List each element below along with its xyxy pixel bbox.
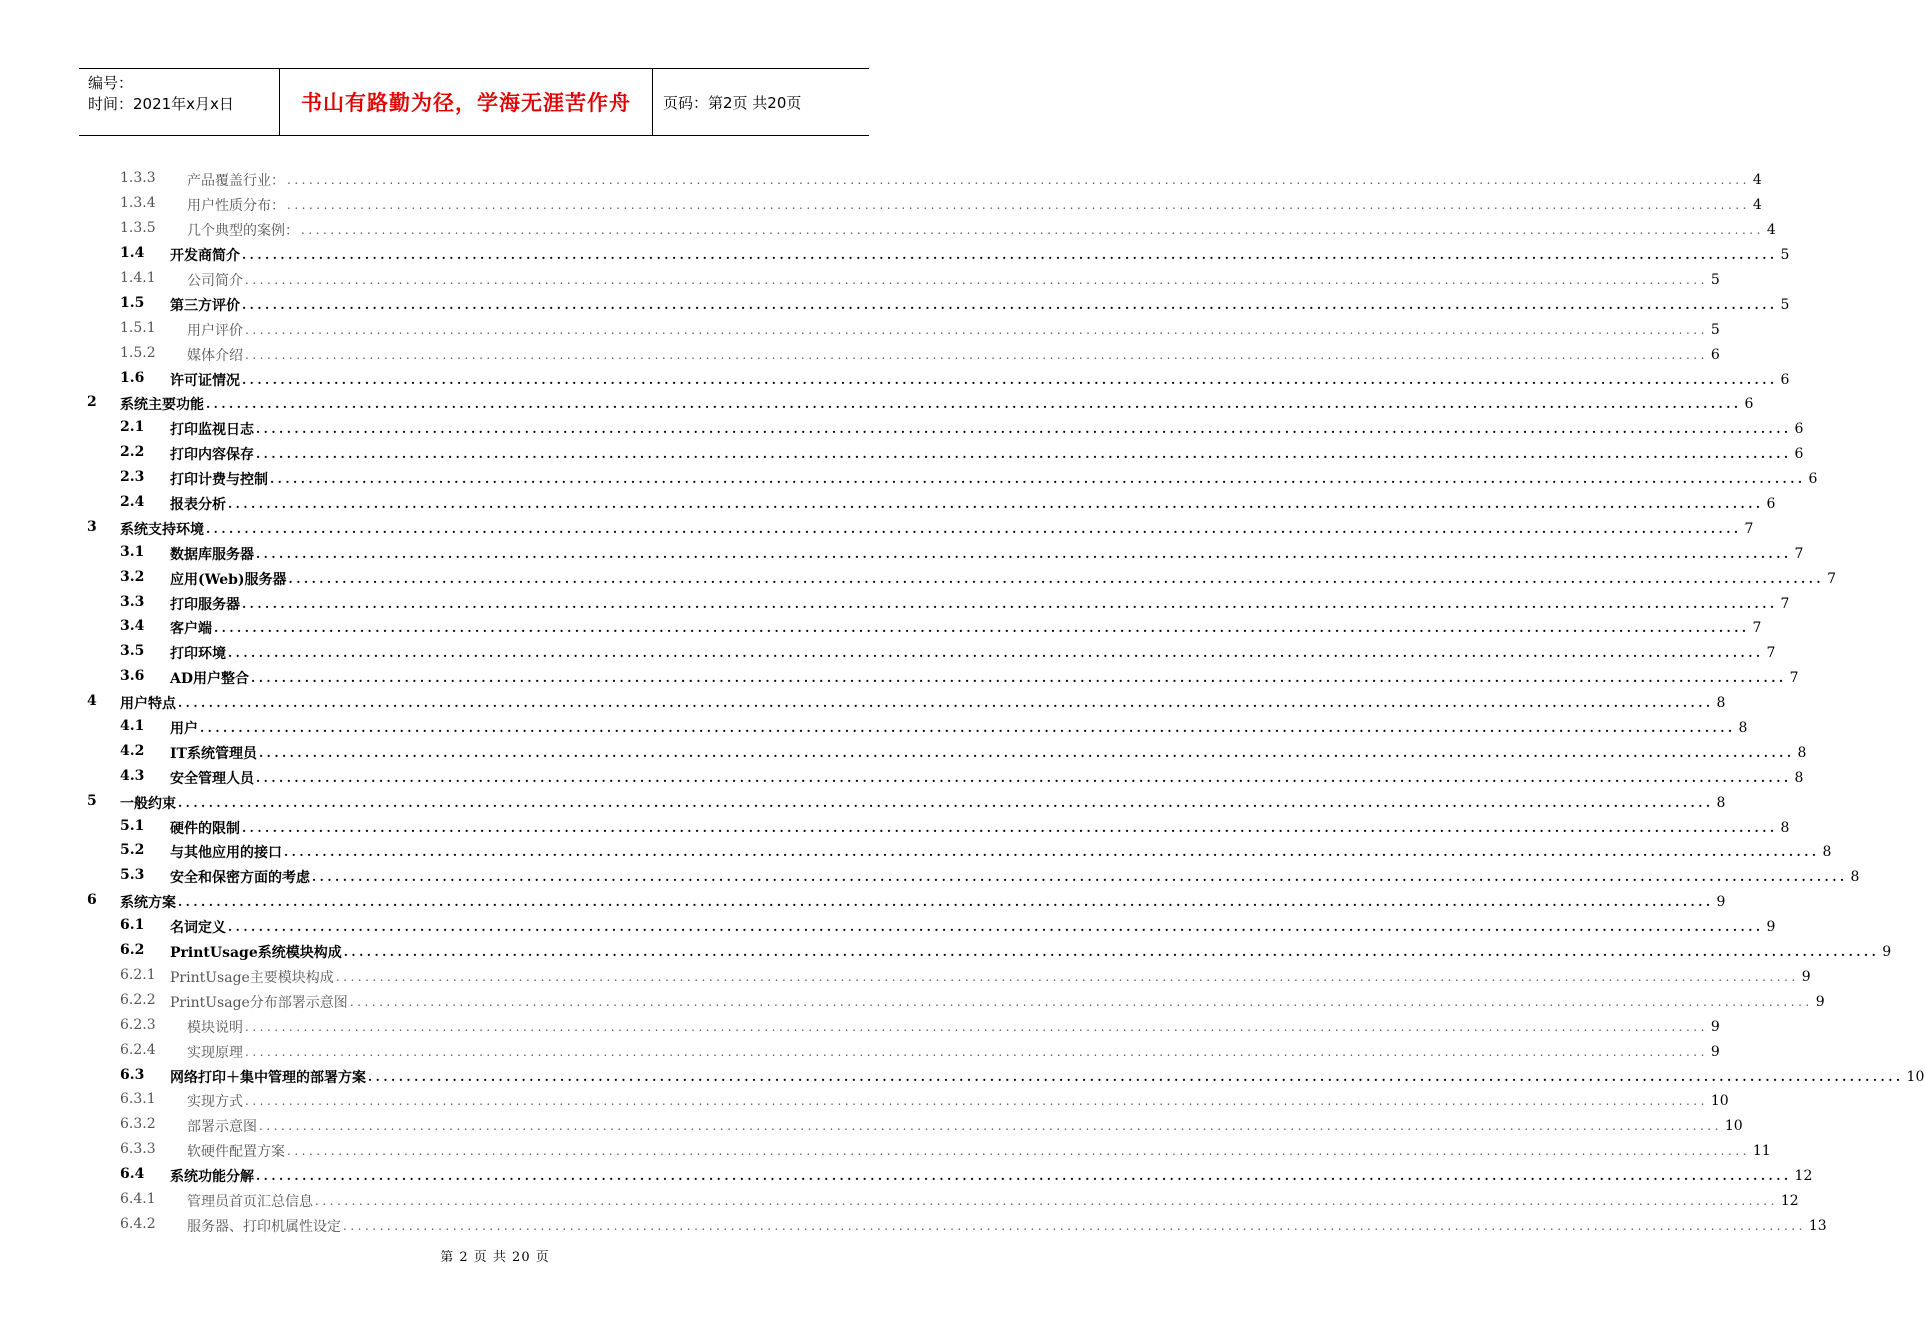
toc-entry-title: IT系统管理员 bbox=[170, 745, 257, 762]
toc-entry-page: 10 bbox=[1906, 1068, 1924, 1085]
toc-entry[interactable] bbox=[0, 1189, 1799, 1214]
toc-entry-page: 5 bbox=[1780, 296, 1790, 313]
toc-entry-label bbox=[120, 618, 212, 638]
toc-entry-page: 4 bbox=[1752, 197, 1762, 214]
toc-entry[interactable] bbox=[0, 716, 1748, 741]
toc-entry-title: PrintUsage主要模块构成 bbox=[170, 969, 334, 986]
toc-entry-label bbox=[120, 170, 285, 190]
toc-entry-number: 5 bbox=[87, 792, 97, 809]
toc-entry-title: 数据库服务器 bbox=[170, 546, 254, 563]
toc-entry-label bbox=[120, 1042, 243, 1062]
toc-entry-number: 1.3.3 bbox=[120, 170, 156, 187]
toc-entry-number: 6.2 bbox=[120, 942, 145, 959]
toc-entry[interactable] bbox=[0, 367, 1790, 392]
toc-entry-number: 1.3.4 bbox=[120, 195, 156, 212]
toc-leader-dots: ........................................................................................................................................................................................................ bbox=[256, 546, 1792, 561]
toc-entry-label bbox=[87, 793, 176, 813]
toc-entry-title: 部署示意图 bbox=[187, 1119, 257, 1136]
toc-entry-page: 9 bbox=[1710, 1043, 1720, 1060]
toc-entry-label bbox=[120, 444, 254, 464]
toc-entry-number: 6.2.4 bbox=[120, 1041, 156, 1058]
toc-leader-dots: ........................................................................................................................................................................................................ bbox=[242, 596, 1778, 611]
toc-entry-label bbox=[120, 419, 254, 439]
toc-entry[interactable] bbox=[0, 193, 1762, 218]
toc-leader-dots: ........................................................................................................................................................................................................ bbox=[200, 721, 1736, 736]
toc-leader-dots: ........................................................................................................................................................................................................ bbox=[312, 870, 1848, 885]
toc-leader-dots: ........................................................................................................................................................................................................ bbox=[228, 920, 1764, 935]
toc-entry-page: 8 bbox=[1716, 794, 1726, 811]
toc-entry-page: 4 bbox=[1752, 172, 1762, 189]
toc-entry-label bbox=[120, 370, 240, 390]
toc-entry-label bbox=[120, 818, 240, 838]
toc-entry-title: 服务器、打印机属性设定 bbox=[187, 1218, 341, 1235]
toc-entry-title: 打印服务器 bbox=[170, 596, 240, 613]
toc-entry-page: 10 bbox=[1724, 1118, 1743, 1135]
toc-entry[interactable] bbox=[0, 1014, 1720, 1039]
toc-entry-page: 6 bbox=[1766, 496, 1776, 513]
toc-entry-number: 6.3.2 bbox=[120, 1116, 156, 1133]
header-motto: 书山有路勤为径，学海无涯苦作舟 bbox=[280, 69, 653, 135]
toc-entry-title: 用户性质分布： bbox=[187, 198, 285, 215]
toc-entry-label bbox=[120, 320, 243, 340]
toc-entry-number: 6.1 bbox=[120, 917, 145, 934]
toc-entry-number: 3.2 bbox=[120, 568, 145, 585]
toc-entry[interactable] bbox=[0, 591, 1790, 616]
toc-entry-title: 硬件的限制 bbox=[170, 820, 240, 837]
toc-entry-number: 4.2 bbox=[120, 742, 145, 759]
toc-leader-dots: ........................................................................................................................................................................................................ bbox=[245, 322, 1708, 337]
toc-entry-number: 1.6 bbox=[120, 369, 145, 386]
toc-entry-page: 12 bbox=[1794, 1168, 1813, 1185]
toc-entry-title: 安全和保密方面的考虑 bbox=[170, 870, 310, 887]
toc-leader-dots: ........................................................................................................................................................................................................ bbox=[259, 1119, 1722, 1134]
toc-leader-dots: ........................................................................................................................................................................................................ bbox=[206, 397, 1742, 412]
toc-entry[interactable] bbox=[0, 865, 1860, 890]
toc-entry-page: 8 bbox=[1738, 720, 1748, 737]
toc-entry-title: 用户特点 bbox=[120, 696, 176, 713]
toc-entry-title: 几个典型的案例： bbox=[187, 223, 299, 240]
toc-entry[interactable] bbox=[0, 890, 1726, 915]
header-page-label: 页码：第2页 共20页 bbox=[663, 93, 802, 112]
toc-entry-page: 5 bbox=[1710, 272, 1720, 288]
toc-entry-page: 5 bbox=[1710, 321, 1720, 338]
toc-entry-label bbox=[120, 270, 243, 290]
toc-entry-number: 6.2.2 bbox=[120, 991, 156, 1008]
toc-entry-number: 3.6 bbox=[120, 668, 145, 685]
toc-entry-number: 6.4 bbox=[120, 1166, 145, 1183]
toc-entry[interactable] bbox=[0, 940, 1892, 965]
toc-entry-label bbox=[120, 1091, 243, 1111]
toc-entry-title: 第三方评价 bbox=[170, 297, 240, 314]
toc-entry-page: 13 bbox=[1808, 1217, 1827, 1234]
toc-entry-page: 7 bbox=[1789, 670, 1799, 687]
toc-entry-title: 客户端 bbox=[170, 621, 212, 638]
toc-entry[interactable] bbox=[0, 666, 1799, 691]
toc-entry[interactable] bbox=[0, 442, 1804, 467]
toc-entry-title: 安全管理人员 bbox=[170, 770, 254, 787]
toc-entry[interactable] bbox=[0, 641, 1776, 666]
toc-leader-dots: ........................................................................................................................................................................................................ bbox=[214, 621, 1750, 636]
toc-entry-label bbox=[120, 594, 240, 614]
toc-entry[interactable] bbox=[0, 740, 1807, 765]
toc-leader-dots: ........................................................................................................................................................................................................ bbox=[245, 1094, 1708, 1109]
toc-leader-dots: ........................................................................................................................................................................................................ bbox=[178, 696, 1714, 711]
toc-entry-title: 软硬件配置方案 bbox=[187, 1144, 285, 1161]
toc-entry-page: 5 bbox=[1780, 247, 1790, 264]
toc-entry-number: 5.1 bbox=[120, 817, 145, 834]
toc-entry[interactable] bbox=[0, 989, 1825, 1014]
toc-entry[interactable] bbox=[0, 541, 1804, 566]
table-of-contents bbox=[0, 168, 1924, 1238]
toc-entry-number: 5.3 bbox=[120, 867, 145, 884]
toc-entry-page: 6 bbox=[1710, 346, 1720, 363]
toc-entry[interactable] bbox=[0, 1114, 1743, 1139]
toc-entry-number: 3.1 bbox=[120, 543, 145, 560]
toc-leader-dots: ........................................................................................................................................................................................................ bbox=[242, 297, 1778, 312]
toc-entry-page: 6 bbox=[1808, 471, 1818, 488]
toc-entry-title: 名词定义 bbox=[170, 920, 226, 937]
toc-leader-dots: ........................................................................................................................................................................................................ bbox=[242, 248, 1778, 263]
toc-entry-label bbox=[120, 967, 334, 987]
toc-entry-title: 媒体介绍 bbox=[187, 347, 243, 364]
toc-leader-dots: ........................................................................................................................................................................................................ bbox=[256, 770, 1792, 785]
toc-entry-label bbox=[87, 394, 204, 414]
toc-entry-page: 9 bbox=[1815, 993, 1825, 1010]
toc-entry-label bbox=[120, 668, 249, 688]
toc-entry[interactable] bbox=[0, 516, 1754, 541]
toc-entry-page: 9 bbox=[1716, 894, 1726, 911]
toc-leader-dots: ........................................................................................................................................................................................................ bbox=[256, 422, 1792, 437]
toc-entry-label bbox=[120, 569, 287, 589]
toc-entry-title: 实现方式 bbox=[187, 1094, 243, 1111]
toc-leader-dots: ........................................................................................................................................................................................................ bbox=[256, 447, 1792, 462]
toc-leader-dots: ........................................................................................................................................................................................................ bbox=[301, 223, 1764, 238]
toc-leader-dots: ........................................................................................................................................................................................................ bbox=[270, 472, 1806, 487]
toc-entry-label bbox=[120, 1166, 254, 1186]
toc-entry[interactable] bbox=[0, 168, 1762, 193]
toc-leader-dots: ........................................................................................................................................................................................................ bbox=[288, 571, 1825, 586]
toc-entry[interactable] bbox=[0, 392, 1754, 417]
toc-entry[interactable] bbox=[0, 965, 1811, 990]
toc-entry-label bbox=[120, 295, 240, 315]
toc-entry-number: 4.3 bbox=[120, 767, 145, 784]
toc-leader-dots: ........................................................................................................................................................................................................ bbox=[245, 273, 1708, 287]
toc-entry-number: 2.4 bbox=[120, 494, 145, 511]
toc-entry[interactable] bbox=[0, 616, 1762, 641]
toc-entry-number: 1.5 bbox=[120, 294, 145, 311]
toc-entry-title: 开发商简介 bbox=[170, 248, 240, 265]
toc-entry-page: 7 bbox=[1766, 645, 1776, 662]
toc-entry-title: 用户评价 bbox=[187, 322, 243, 339]
toc-entry-title: PrintUsage系统模块构成 bbox=[170, 945, 342, 962]
toc-leader-dots: ........................................................................................................................................................................................................ bbox=[228, 497, 1764, 512]
toc-entry-number: 6.4.2 bbox=[120, 1215, 156, 1232]
toc-entry[interactable] bbox=[0, 268, 1720, 293]
toc-entry-number: 3.3 bbox=[120, 593, 145, 610]
toc-entry-title: 应用(Web)服务器 bbox=[170, 571, 287, 588]
toc-entry-number: 6.3 bbox=[120, 1066, 145, 1083]
toc-entry-label bbox=[120, 768, 254, 788]
toc-leader-dots: ........................................................................................................................................................................................................ bbox=[343, 945, 1880, 960]
toc-entry-label bbox=[120, 195, 285, 215]
toc-entry-title: 许可证情况 bbox=[170, 372, 240, 389]
toc-entry[interactable] bbox=[0, 566, 1836, 591]
toc-entry[interactable] bbox=[0, 317, 1720, 342]
toc-leader-dots: ........................................................................................................................................................................................................ bbox=[245, 1019, 1708, 1034]
toc-entry[interactable] bbox=[0, 1139, 1771, 1164]
toc-leader-dots: ........................................................................................................................................................................................................ bbox=[335, 969, 1799, 984]
toc-entry-page: 11 bbox=[1752, 1143, 1771, 1160]
toc-entry-title: 系统方案 bbox=[120, 895, 176, 912]
toc-entry-title: 网络打印＋集中管理的部署方案 bbox=[170, 1069, 366, 1086]
toc-entry[interactable] bbox=[0, 1164, 1813, 1189]
toc-entry-page: 8 bbox=[1780, 819, 1790, 836]
toc-entry-label bbox=[120, 1216, 341, 1236]
toc-entry-title: 打印监视日志 bbox=[170, 422, 254, 439]
toc-entry-title: PrintUsage分布部署示意图 bbox=[170, 994, 348, 1011]
toc-entry-page: 9 bbox=[1801, 968, 1811, 985]
toc-entry-label bbox=[120, 718, 198, 738]
toc-entry-page: 8 bbox=[1794, 769, 1804, 786]
toc-entry-number: 6.2.1 bbox=[120, 966, 156, 983]
toc-leader-dots: ........................................................................................................................................................................................................ bbox=[284, 845, 1820, 860]
toc-leader-dots: ........................................................................................................................................................................................................ bbox=[178, 795, 1714, 810]
toc-entry-number: 4.1 bbox=[120, 718, 145, 735]
toc-entry-title: 与其他应用的接口 bbox=[170, 845, 282, 862]
toc-leader-dots: ........................................................................................................................................................................................................ bbox=[242, 820, 1778, 835]
toc-entry-page: 10 bbox=[1710, 1093, 1729, 1110]
toc-entry-number: 3.4 bbox=[120, 618, 145, 635]
toc-entry[interactable] bbox=[0, 691, 1726, 716]
toc-entry-number: 6.3.1 bbox=[120, 1091, 156, 1108]
toc-entry-title: 模块说明 bbox=[187, 1019, 243, 1036]
toc-entry-number: 3.5 bbox=[120, 643, 145, 660]
toc-entry-title: 打印计费与控制 bbox=[170, 472, 268, 489]
toc-entry-number: 2.3 bbox=[120, 469, 145, 486]
toc-entry-title: 报表分析 bbox=[170, 497, 226, 514]
toc-entry-label bbox=[120, 1141, 285, 1161]
toc-leader-dots: ........................................................................................................................................................................................................ bbox=[256, 1169, 1792, 1184]
toc-leader-dots: ........................................................................................................................................................................................................ bbox=[251, 671, 1787, 686]
page-header bbox=[79, 68, 869, 136]
toc-entry-number: 2 bbox=[87, 394, 97, 411]
toc-entry-page: 4 bbox=[1766, 222, 1776, 239]
toc-entry-label bbox=[120, 992, 348, 1012]
toc-leader-dots: ........................................................................................................................................................................................................ bbox=[287, 198, 1750, 213]
toc-leader-dots: ........................................................................................................................................................................................................ bbox=[206, 521, 1742, 536]
footer-page-number: 第 2 页 共 20 页 bbox=[440, 1250, 550, 1265]
toc-entry-label bbox=[120, 942, 342, 962]
toc-leader-dots: ........................................................................................................................................................................................................ bbox=[245, 1044, 1708, 1059]
toc-entry-label bbox=[120, 1067, 366, 1087]
toc-entry-label bbox=[120, 494, 226, 514]
toc-entry-title: 系统支持环境 bbox=[120, 521, 204, 538]
toc-entry-number: 2.2 bbox=[120, 444, 145, 461]
toc-entry-label bbox=[120, 917, 226, 937]
toc-entry-label bbox=[120, 842, 282, 862]
toc-leader-dots: ........................................................................................................................................................................................................ bbox=[242, 372, 1778, 387]
toc-entry-number: 3 bbox=[87, 518, 97, 535]
toc-entry-title: 系统主要功能 bbox=[120, 397, 204, 414]
toc-entry-label bbox=[120, 245, 240, 265]
toc-entry-page: 6 bbox=[1780, 371, 1790, 388]
toc-entry[interactable] bbox=[0, 1089, 1729, 1114]
toc-entry-label bbox=[120, 1116, 257, 1136]
toc-entry-label bbox=[120, 867, 310, 887]
toc-entry-page: 8 bbox=[1822, 844, 1832, 861]
toc-entry-label bbox=[120, 643, 226, 663]
toc-entry-number: 1.3.5 bbox=[120, 220, 156, 237]
toc-entry-label bbox=[120, 345, 243, 365]
toc-entry-page: 8 bbox=[1797, 744, 1807, 761]
toc-entry-title: AD用户整合 bbox=[170, 671, 250, 688]
toc-leader-dots: ........................................................................................................................................................................................................ bbox=[287, 173, 1750, 188]
toc-entry-number: 1.4.1 bbox=[120, 270, 156, 286]
toc-entry[interactable] bbox=[0, 342, 1720, 367]
toc-leader-dots: ........................................................................................................................................................................................................ bbox=[245, 347, 1708, 362]
toc-entry-page: 8 bbox=[1850, 869, 1860, 886]
toc-entry-page: 8 bbox=[1716, 695, 1726, 712]
toc-entry-label bbox=[120, 220, 299, 240]
code-label: 编号： bbox=[88, 74, 134, 92]
toc-entry-page: 9 bbox=[1766, 919, 1776, 936]
header-meta bbox=[79, 69, 280, 135]
toc-leader-dots: ........................................................................................................................................................................................................ bbox=[258, 745, 1795, 760]
toc-entry-number: 6.2.3 bbox=[120, 1016, 156, 1033]
toc-entry[interactable] bbox=[0, 492, 1776, 517]
toc-leader-dots: ........................................................................................................................................................................................................ bbox=[368, 1069, 1904, 1084]
toc-leader-dots: ........................................................................................................................................................................................................ bbox=[349, 994, 1813, 1009]
toc-entry-page: 6 bbox=[1794, 421, 1804, 438]
toc-entry-label bbox=[120, 469, 268, 489]
toc-entry[interactable] bbox=[0, 915, 1776, 940]
toc-entry-label bbox=[87, 892, 176, 912]
toc-entry-page: 9 bbox=[1710, 1018, 1720, 1035]
toc-entry-title: 实现原理 bbox=[187, 1044, 243, 1061]
toc-entry-number: 6.4.1 bbox=[120, 1190, 156, 1207]
toc-entry-page: 9 bbox=[1882, 944, 1892, 961]
toc-entry[interactable] bbox=[0, 218, 1776, 243]
toc-entry[interactable] bbox=[0, 840, 1832, 865]
toc-entry[interactable] bbox=[0, 790, 1726, 815]
toc-leader-dots: ........................................................................................................................................................................................................ bbox=[178, 895, 1714, 910]
toc-entry[interactable] bbox=[0, 1039, 1720, 1064]
toc-entry-number: 6.3.3 bbox=[120, 1141, 156, 1158]
page-footer bbox=[0, 1246, 950, 1265]
toc-entry-title: 公司简介 bbox=[187, 273, 243, 289]
toc-entry[interactable] bbox=[0, 1064, 1924, 1089]
toc-entry-page: 7 bbox=[1752, 620, 1762, 637]
toc-entry-label bbox=[120, 544, 254, 564]
toc-entry-title: 产品覆盖行业： bbox=[187, 173, 285, 190]
toc-entry[interactable] bbox=[0, 1213, 1827, 1238]
toc-entry-page: 6 bbox=[1794, 446, 1804, 463]
toc-entry[interactable] bbox=[0, 417, 1804, 442]
toc-entry-page: 7 bbox=[1780, 595, 1790, 612]
toc-entry[interactable] bbox=[0, 467, 1818, 492]
toc-entry-number: 1.5.2 bbox=[120, 344, 156, 361]
toc-entry-label bbox=[120, 1017, 243, 1037]
toc-entry-number: 5.2 bbox=[120, 842, 145, 859]
toc-entry-label bbox=[87, 519, 204, 539]
toc-entry-number: 2.1 bbox=[120, 419, 145, 436]
toc-entry-title: 系统功能分解 bbox=[170, 1169, 254, 1186]
toc-entry[interactable] bbox=[0, 815, 1790, 840]
time-label: 时间：2021年x月x日 bbox=[88, 95, 234, 113]
toc-entry[interactable] bbox=[0, 243, 1790, 268]
toc-entry-title: 打印内容保存 bbox=[170, 447, 254, 464]
toc-entry-page: 6 bbox=[1744, 396, 1754, 413]
toc-entry-page: 7 bbox=[1744, 520, 1754, 537]
toc-entry-title: 用户 bbox=[170, 721, 198, 738]
toc-entry-title: 管理员首页汇总信息 bbox=[187, 1193, 313, 1210]
toc-entry-label bbox=[120, 1191, 313, 1211]
toc-entry-number: 4 bbox=[87, 693, 97, 710]
toc-leader-dots: ........................................................................................................................................................................................................ bbox=[315, 1193, 1778, 1208]
toc-entry-page: 12 bbox=[1780, 1192, 1799, 1209]
toc-leader-dots: ........................................................................................................................................................................................................ bbox=[343, 1218, 1806, 1233]
toc-entry-title: 打印环境 bbox=[170, 646, 226, 663]
toc-entry-page: 7 bbox=[1794, 545, 1804, 562]
toc-entry[interactable] bbox=[0, 292, 1790, 317]
toc-entry-number: 1.4 bbox=[120, 245, 145, 262]
toc-entry-number: 6 bbox=[87, 892, 97, 909]
toc-leader-dots: ........................................................................................................................................................................................................ bbox=[287, 1144, 1750, 1159]
toc-entry-page: 7 bbox=[1827, 570, 1836, 587]
toc-entry-label bbox=[87, 693, 176, 713]
toc-leader-dots: ........................................................................................................................................................................................................ bbox=[228, 646, 1764, 661]
toc-entry-number: 1.5.1 bbox=[120, 319, 156, 336]
toc-entry[interactable] bbox=[0, 765, 1804, 790]
toc-entry-label bbox=[120, 743, 257, 763]
toc-entry-title: 一般约束 bbox=[120, 795, 176, 812]
